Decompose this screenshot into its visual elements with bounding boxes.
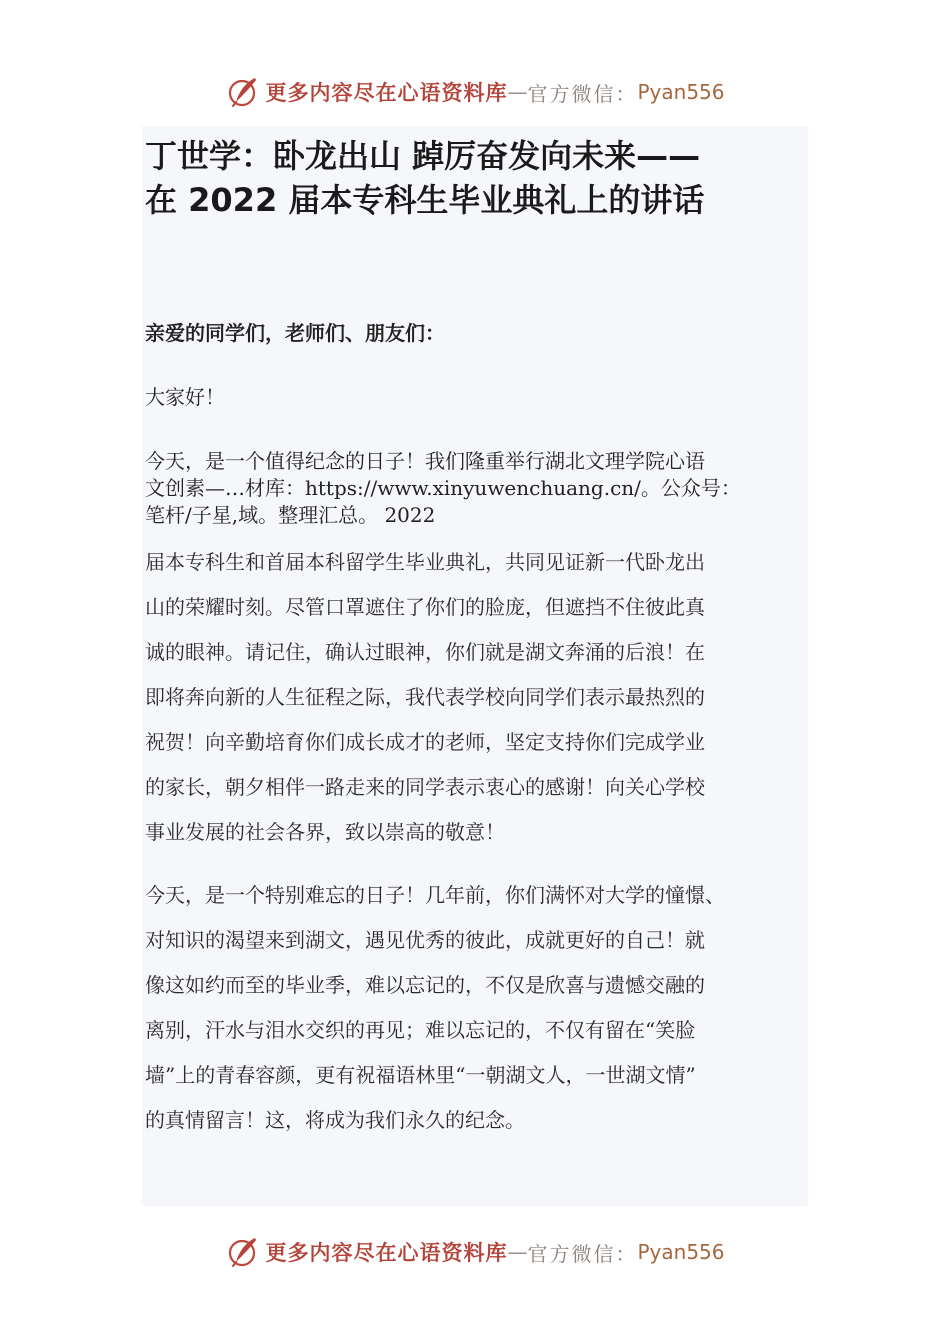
- banner-wechat-id: Pyan556: [637, 80, 725, 104]
- paragraph-2-body: [145, 873, 725, 1143]
- banner-brand-text: 更多内容尽在心语资料库: [265, 80, 508, 105]
- document-title: [145, 134, 805, 222]
- paragraph-1-header-line: 笔杆/子星,域。整理汇总。 2022: [145, 503, 436, 527]
- paragraph-line: 祝贺！向辛勤培育你们成长成才的老师，坚定支持你们完成学业: [145, 730, 705, 754]
- paragraph-1-header: [145, 448, 741, 529]
- banner-content: [225, 1234, 724, 1270]
- paragraph-1-body: [145, 540, 705, 855]
- banner-separator: —: [507, 80, 528, 104]
- paragraph-line: 像这如约而至的毕业季，难以忘记的，不仅是欣喜与遗憾交融的: [145, 973, 705, 997]
- paragraph-line: 届本专科生和首届本科留学生毕业典礼，共同见证新一代卧龙出: [145, 550, 705, 574]
- paragraph-line: 诚的眼神。请记住，确认过眼神，你们就是湖文奔涌的后浪！在: [145, 640, 705, 664]
- paragraph-line: 墙”上的青春容颜，更有祝福语林里“一朝湖文人，一世湖文情”: [145, 1063, 696, 1087]
- title-line-1: 丁世学：卧龙出山 踔厉奋发向未来——: [145, 137, 701, 175]
- top-banner: [0, 72, 950, 112]
- salutation: 亲爱的同学们，老师们、朋友们：: [145, 321, 445, 345]
- banner-wechat-id: Pyan556: [637, 1240, 725, 1264]
- banner-content: [225, 74, 724, 110]
- paragraph-line: 今天，是一个特别难忘的日子！几年前，你们满怀对大学的憧憬、: [145, 883, 725, 907]
- banner-separator: —: [507, 1240, 528, 1264]
- title-line-2: 在 2022 届本专科生毕业典礼上的讲话: [145, 181, 705, 219]
- paragraph-1-header-line: 文创素—…材库：https://www.xinyuwenchuang.cn/。公众号：: [145, 476, 741, 500]
- paragraph-line: 事业发展的社会各界，致以崇高的敬意！: [145, 820, 505, 844]
- paragraph-line: 山的荣耀时刻。尽管口罩遮住了你们的脸庞，但遮挡不住彼此真: [145, 595, 705, 619]
- paragraph-line: 即将奔向新的人生征程之际，我代表学校向同学们表示最热烈的: [145, 685, 705, 709]
- quill-pen-logo-icon: [225, 1234, 261, 1270]
- quill-pen-logo-icon: [225, 74, 261, 110]
- banner-wechat-label: 官方微信：: [527, 1241, 638, 1266]
- banner-brand-text: 更多内容尽在心语资料库: [265, 1240, 508, 1265]
- greeting: 大家好！: [145, 385, 225, 409]
- paragraph-line: 的真情留言！这，将成为我们永久的纪念。: [145, 1108, 525, 1132]
- paragraph-line: 对知识的渴望来到湖文，遇见优秀的彼此，成就更好的自己！就: [145, 928, 705, 952]
- bottom-banner: [0, 1232, 950, 1272]
- paragraph-line: 离别，汗水与泪水交织的再见；难以忘记的，不仅有留在“笑脸: [145, 1018, 696, 1042]
- paragraph-1-header-line: 今天，是一个值得纪念的日子！我们隆重举行湖北文理学院心语: [145, 449, 705, 473]
- banner-wechat-label: 官方微信：: [527, 81, 638, 106]
- paragraph-line: 的家长，朝夕相伴一路走来的同学表示衷心的感谢！向关心学校: [145, 775, 705, 799]
